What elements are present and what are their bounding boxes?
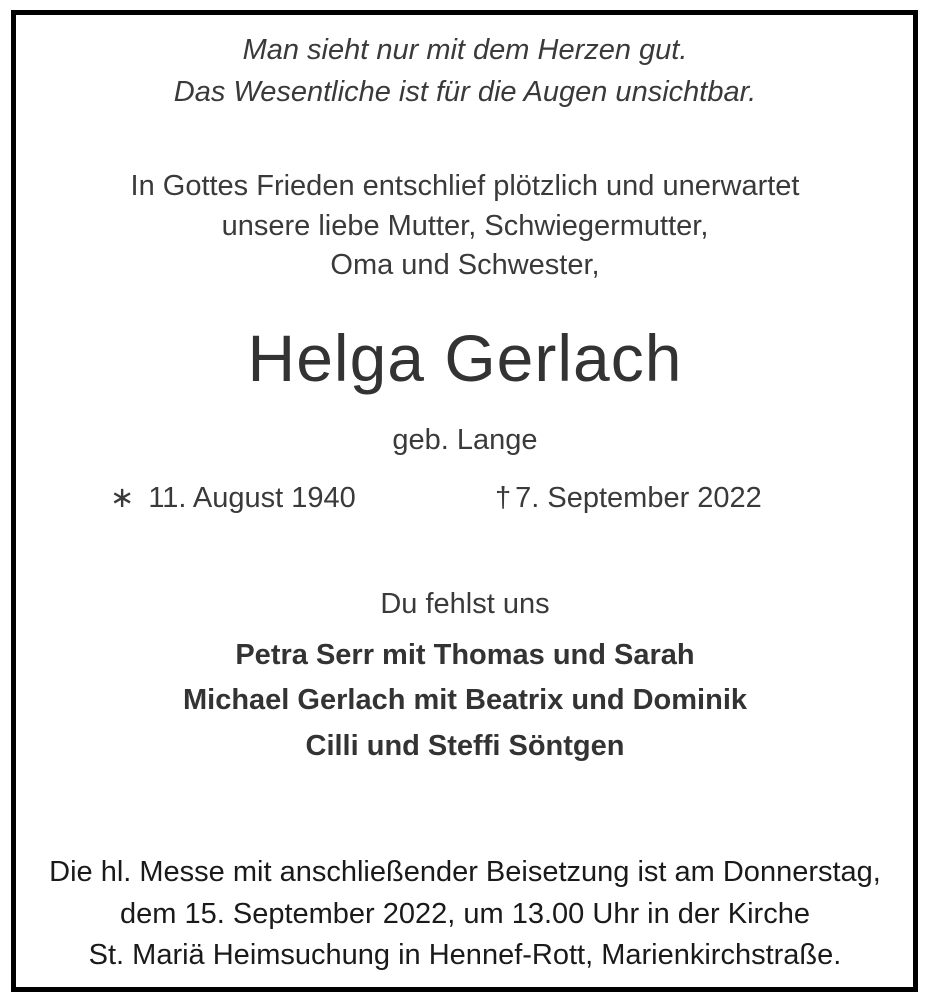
deceased-name: Helga Gerlach — [247, 321, 683, 395]
service-line-3: St. Mariä Heimsuchung in Hennef-Rott, Marienkirchstraße. — [88, 939, 842, 971]
death-date-group — [495, 476, 762, 520]
service-line-1: Die hl. Messe mit anschließender Beisetzung ist am Donnerstag, — [49, 856, 881, 888]
birth-date: 11. August 1940 — [148, 482, 356, 514]
service-line-2: dem 15. September 2022, um 13.00 Uhr in der Kirche — [120, 898, 810, 930]
birth-date-group — [110, 476, 356, 520]
intro-line-2: unsere liebe Mutter, Schwiegermutter, — [221, 210, 709, 242]
death-cross-icon: † — [495, 482, 512, 514]
death-date: 7. September 2022 — [515, 482, 762, 514]
life-dates — [0, 476, 930, 520]
mourner-line-1: Petra Serr mit Thomas und Sarah — [235, 639, 695, 671]
birth-asterisk-icon: ∗ — [110, 482, 135, 514]
mourner-line-2: Michael Gerlach mit Beatrix und Dominik — [182, 684, 748, 716]
miss-line: Du fehlst uns — [380, 588, 550, 620]
maiden-name: geb. Lange — [392, 424, 538, 456]
mourner-line-3: Cilli und Steffi Söntgen — [305, 730, 625, 762]
motto-line-2: Das Wesentliche ist für die Augen unsichtbar. — [173, 76, 757, 108]
motto-line-1: Man sieht nur mit dem Herzen gut. — [242, 34, 688, 66]
intro-line-1: In Gottes Frieden entschlief plötzlich und unerwartet — [130, 170, 800, 202]
intro-line-3: Oma und Schwester, — [330, 249, 600, 281]
